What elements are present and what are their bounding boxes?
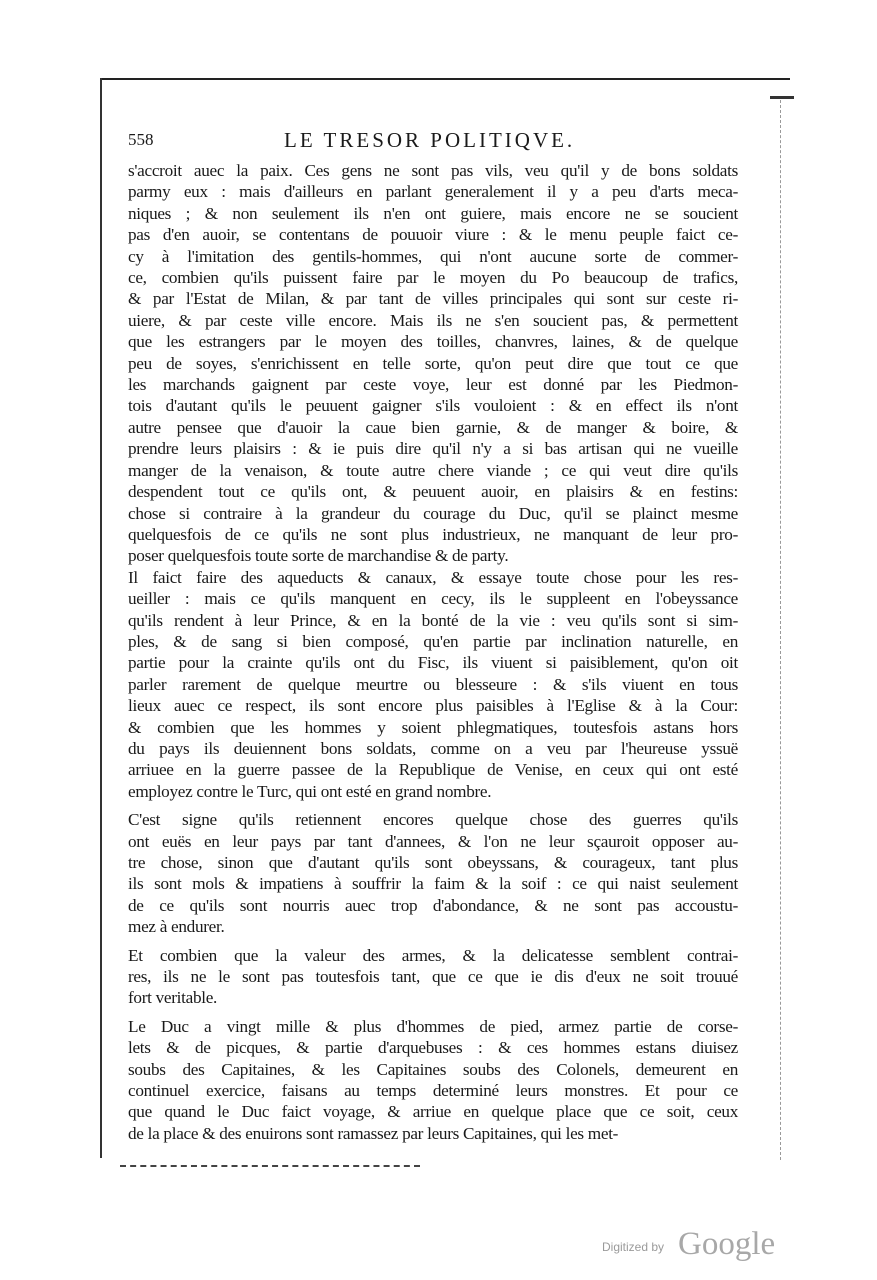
text-line: de ce qu'ils sont nourris auec trop d'abondance, & ne sont pas accoustu-	[128, 895, 738, 915]
paragraph	[128, 809, 738, 937]
text-line: parmy eux : mais d'ailleurs en parlant generalement il y a peu d'arts meca-	[128, 182, 738, 202]
running-title: LE TRESOR POLITIQVE.	[284, 128, 576, 152]
page-number: 558	[128, 130, 154, 149]
paragraph-gap	[128, 1009, 738, 1016]
scan-mark	[770, 96, 794, 99]
text-line: qu'ils rendent à leur Prince, & en la bonté de la vie : veu qu'ils sont si sim-	[128, 610, 738, 630]
text-line: pas d'en auoir, se contentans de pouuoir viure : & le menu peuple faict ce-	[128, 225, 738, 245]
text-line: chose si contraire à la grandeur du courage du Duc, qu'il se plainct mesme	[128, 503, 738, 523]
scan-border-right	[780, 100, 781, 1160]
text-line: continuel exercice, faisans au temps determiné leurs monstres. Et pour ce	[128, 1081, 738, 1101]
text-line: & combien que les hommes y soient phlegmatiques, toutesfois astans hors	[128, 717, 738, 737]
text-line: ils sont mols & impatiens à souffrir la faim & la soif : ce qui naist seulement	[128, 874, 738, 894]
text-line: peu de soyes, s'enrichissent en telle sorte, qu'on peut dire que tout ce que	[128, 353, 738, 373]
text-line: parler rarement de quelque meurtre ou blesseure : & s'ils viuent en tous	[128, 674, 738, 694]
text-line: s'accroit auec la paix. Ces gens ne sont pas vils, veu qu'il y de bons soldats	[128, 161, 738, 180]
text-line: autre pensee que d'auoir la caue bien garnie, & de manger & boire, &	[128, 417, 738, 437]
text-line: ueiller : mais ce qu'ils manquent en cecy, ils le suppleent en l'obeyssance	[128, 589, 738, 609]
text-line: poser quelquesfois toute sorte de marchandise & de party.	[128, 546, 509, 566]
digitized-watermark	[602, 1226, 802, 1266]
google-logo: Google	[678, 1226, 776, 1262]
digitized-label: Digitized by	[602, 1240, 665, 1254]
text-line: fort veritable.	[128, 988, 218, 1008]
text-line: de la place & des enuirons sont ramassez par leurs Capitaines, qui les met-	[128, 1123, 619, 1143]
text-line: ont euës en leur pays par tant d'annees, & l'on ne leur sçauroit opposer au-	[128, 831, 738, 851]
text-line: les marchands gaignent par ceste voye, leur est donné par les Piedmon-	[128, 375, 738, 395]
text-line: soubs des Capitaines, & les Capitaines soubs des Colonels, demeurent en	[128, 1059, 738, 1079]
text-line: Il faict faire des aqueducts & canaux, & essaye toute chose pour les res-	[128, 567, 738, 587]
text-line: que quand le Duc faict voyage, & arriue en quelque place que ce soit, ceux	[128, 1102, 738, 1122]
text-line: partie pour la crainte qu'ils ont du Fisc, ils viuent si paisiblement, qu'on oit	[128, 653, 738, 673]
text-line: employez contre le Turc, qui ont esté en grand nombre.	[128, 781, 492, 801]
paragraph	[128, 1016, 738, 1144]
page-header	[128, 130, 728, 156]
text-line: ce, combien qu'ils puissent faire par le moyen du Po beaucoup de trafics,	[128, 268, 738, 288]
paragraph-gap	[128, 938, 738, 945]
text-line: lets & de picques, & partie d'arquebuses : & ces hommes estans diuisez	[128, 1038, 738, 1058]
text-line: du pays ils deuiennent bons soldats, comme on a veu par l'heureuse yssuë	[128, 738, 738, 758]
text-line: quelquesfois de ce qu'ils ne sont plus industrieux, ne manquant de leur pro-	[128, 524, 738, 544]
text-line: lieux auec ce respect, ils sont encore plus paisibles à l'Eglise & à la Cour:	[128, 696, 738, 716]
text-line: C'est signe qu'ils retiennent encores quelque chose des guerres qu'ils	[128, 810, 738, 830]
text-line: tre chose, sinon que d'autant qu'ils sont obeyssans, & courageux, tant plus	[128, 853, 738, 872]
text-line: Et combien que la valeur des armes, & la delicatesse semblent contrai-	[128, 945, 738, 965]
text-line: & par l'Estat de Milan, & par tant de villes principales qui sont sur ceste ri-	[128, 289, 738, 309]
scan-border-left	[100, 78, 102, 1158]
paragraph	[128, 945, 738, 1009]
text-line: despendent tout ce qu'ils ont, & peuuent auoir, en plaisirs & en festins:	[128, 482, 738, 502]
paragraph-gap	[128, 802, 738, 809]
text-line: prendre leurs plaisirs : & ie puis dire qu'il n'y a si bas artisan qui ne vueille	[128, 439, 738, 459]
text-line: manger de la venaison, & toute autre chere viande ; ce qui veut dire qu'ils	[128, 460, 738, 480]
text-line: niques ; & non seulement ils n'en ont guiere, mais encore ne se soucient	[128, 203, 738, 223]
text-line: Le Duc a vingt mille & plus d'hommes de pied, armez partie de corse-	[128, 1016, 738, 1036]
paragraph	[128, 160, 738, 567]
paragraph	[128, 567, 738, 802]
text-line: res, ils ne le sont pas toutesfois tant, que ce que ie dis d'eux ne soit trouué	[128, 967, 738, 987]
body-text	[128, 160, 738, 1144]
text-line: ples, & de sang si bien composé, qu'en partie par inclination naturelle, en	[128, 631, 738, 651]
text-line: tois d'autant qu'ils le peuuent gaigner s'ils vouloient : & en effect ils n'ont	[128, 396, 738, 416]
text-line: mez à endurer.	[128, 917, 225, 937]
scan-border-top	[100, 78, 790, 80]
scan-border-bottom	[120, 1165, 420, 1167]
text-line: cy à l'imitation des gentils-hommes, qui n'ont aucune sorte de commer-	[128, 246, 738, 266]
text-line: arriuee en la guerre passee de la Republique de Venise, en ceux qui ont esté	[128, 760, 738, 780]
text-line: que les estrangers par le moyen des toilles, chanvres, laines, & de quelque	[128, 332, 738, 352]
text-line: uiere, & par ceste ville encore. Mais ils ne s'en soucient pas, & permettent	[128, 310, 738, 330]
